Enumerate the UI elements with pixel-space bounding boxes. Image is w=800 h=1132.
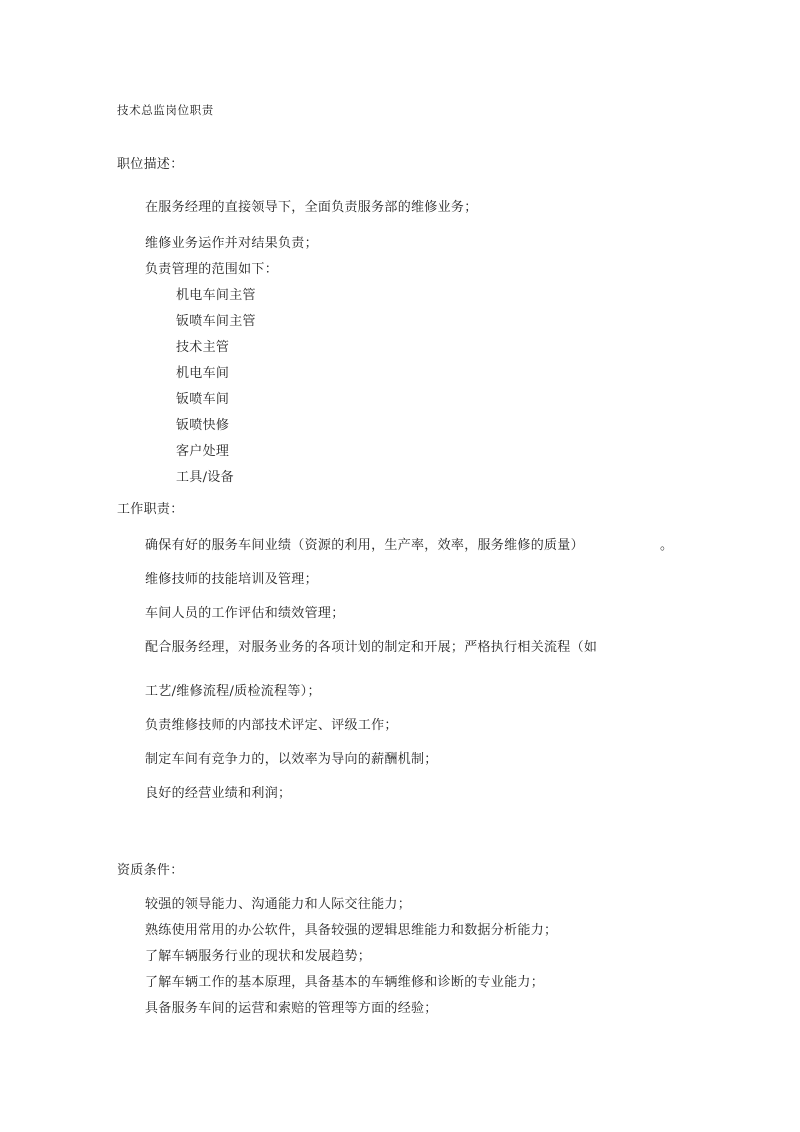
section-heading-qualifications: 资质条件： (117, 863, 184, 878)
scope-item: 机电车间主管 (176, 288, 256, 303)
scope-item: 客户处理 (176, 444, 230, 459)
scope-item: 机电车间 (176, 366, 230, 381)
duty-item: 维修技师的技能培训及管理； (145, 572, 318, 587)
duty-item: 负责维修技师的内部技术评定、评级工作； (145, 718, 398, 733)
section-heading-duties: 工作职责： (117, 502, 184, 517)
qualification-item: 了解车辆工作的基本原理，具备基本的车辆维修和诊断的专业能力； (145, 975, 545, 990)
duty-item-continued: 工艺/维修流程/质检流程等）； (145, 684, 321, 699)
scope-item: 工具/设备 (176, 470, 234, 485)
description-item: 负责管理的范围如下： (145, 262, 279, 277)
duty-item: 制定车间有竞争力的，以效率为导向的薪酬机制； (145, 752, 438, 767)
qualification-item: 较强的领导能力、沟通能力和人际交往能力； (145, 897, 412, 912)
document-title: 技术总监岗位职责 (117, 103, 214, 117)
description-item: 在服务经理的直接领导下，全面负责服务部的维修业务； (145, 200, 478, 215)
qualification-item: 具备服务车间的运营和索赔的管理等方面的经验； (145, 1001, 438, 1016)
section-heading-description: 职位描述： (117, 157, 184, 172)
scope-item: 钣喷车间主管 (176, 314, 256, 329)
duty-trailing-period: 。 (660, 538, 674, 553)
duty-item: 配合服务经理，对服务业务的各项计划的制定和开展；严格执行相关流程（如 (145, 640, 598, 655)
description-item: 维修业务运作并对结果负责； (145, 236, 318, 251)
scope-item: 钣喷车间 (176, 392, 230, 407)
qualification-item: 了解车辆服务行业的现状和发展趋势； (145, 949, 372, 964)
duty-item: 车间人员的工作评估和绩效管理； (145, 606, 345, 621)
duty-item: 确保有好的服务车间业绩（资源的利用，生产率，效率，服务维修的质量） (145, 538, 584, 553)
scope-item: 钣喷快修 (176, 418, 230, 433)
qualification-item: 熟练使用常用的办公软件，具备较强的逻辑思维能力和数据分析能力； (145, 923, 558, 938)
scope-item: 技术主管 (176, 340, 230, 355)
duty-item: 良好的经营业绩和利润； (145, 786, 292, 801)
